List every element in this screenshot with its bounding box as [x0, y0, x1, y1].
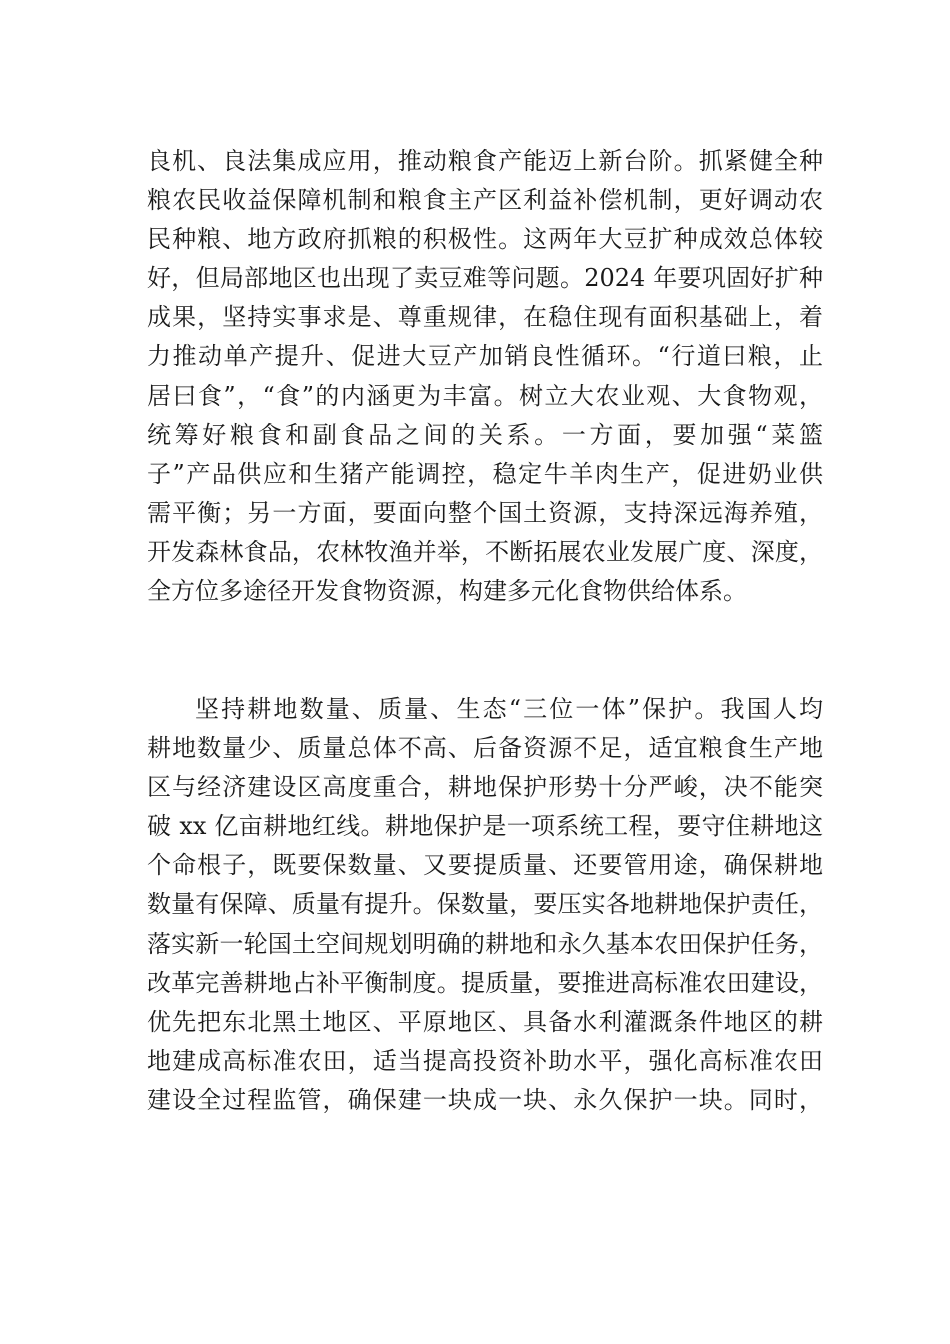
paragraph-line: 坚持耕地数量、质量、生态“三位一体”保护。我国人均: [195, 695, 823, 723]
paragraph-line: 统筹好粮食和副食品之间的关系。一方面，要加强“菜篮: [147, 420, 823, 449]
paragraph-line: 数量有保障、质量有提升。保数量，要压实各地耕地保护责任，: [147, 890, 823, 919]
paragraph-farmland-protection: [147, 690, 823, 1120]
paragraph-line: 优先把东北黑土地区、平原地区、具备水利灌溉条件地区的耕: [147, 1007, 823, 1036]
paragraph-line: 成果，坚持实事求是、尊重规律，在稳住现有面积基础上，着: [147, 303, 823, 332]
paragraph-line: 建设全过程监管，确保建一块成一块、永久保护一块。同时，: [147, 1085, 823, 1114]
paragraph-line: 改革完善耕地占补平衡制度。提质量，要推进高标准农田建设，: [147, 968, 823, 997]
paragraph-line: 落实新一轮国土空间规划明确的耕地和永久基本农田保护任务，: [147, 929, 823, 958]
paragraph-line: 全方位多途径开发食物资源，构建多元化食物供给体系。: [147, 577, 747, 606]
paragraph-line: 开发森林食品，农林牧渔并举，不断拓展农业发展广度、深度，: [147, 537, 823, 566]
paragraph-line: 地建成高标准农田，适当提高投资补助水平，强化高标准农田: [147, 1046, 823, 1075]
paragraph-line: 破 xx 亿亩耕地红线。耕地保护是一项系统工程，要守住耕地这: [147, 812, 823, 841]
paragraph-grain-production: [147, 142, 823, 611]
paragraph-line: 力推动单产提升、促进大豆产加销良性循环。“行道曰粮，止: [147, 342, 823, 371]
paragraph-line: 需平衡；另一方面，要面向整个国土资源，支持深远海养殖，: [147, 498, 823, 527]
paragraph-line: 好，但局部地区也出现了卖豆难等问题。2024 年要巩固好扩种: [147, 264, 823, 293]
paragraph-line: 居曰食”，“食”的内涵更为丰富。树立大农业观、大食物观，: [147, 381, 823, 410]
paragraph-line: 区与经济建设区高度重合，耕地保护形势十分严峻，决不能突: [147, 773, 823, 802]
paragraph-line: 子”产品供应和生猪产能调控，稳定牛羊肉生产，促进奶业供: [147, 459, 823, 488]
paragraph-line: 耕地数量少、质量总体不高、后备资源不足，适宜粮食生产地: [147, 734, 823, 763]
paragraph-line: 良机、良法集成应用，推动粮食产能迈上新台阶。抓紧健全种: [147, 147, 823, 175]
paragraph-line: 民种粮、地方政府抓粮的积极性。这两年大豆扩种成效总体较: [147, 225, 823, 254]
paragraph-line: 个命根子，既要保数量、又要提质量、还要管用途，确保耕地: [147, 851, 823, 880]
paragraph-line: 粮农民收益保障机制和粮食主产区利益补偿机制，更好调动农: [147, 186, 823, 215]
